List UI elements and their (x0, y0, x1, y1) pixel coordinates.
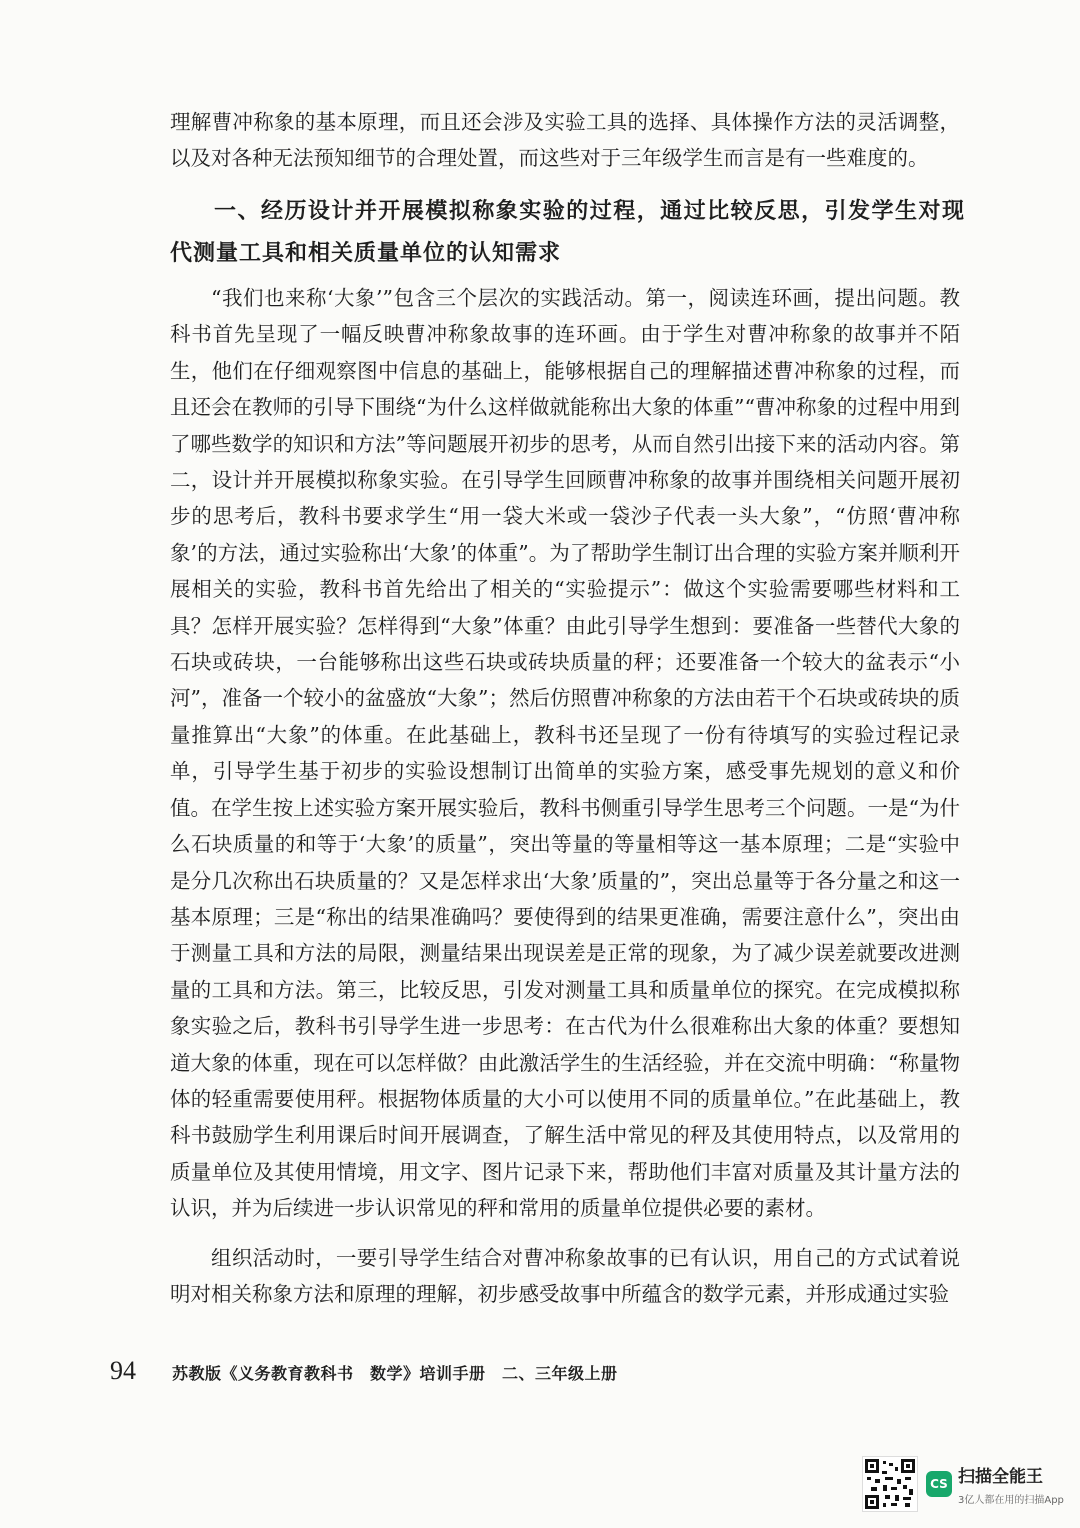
body-paragraph-2 (170, 1240, 960, 1313)
qr-code-icon (862, 1456, 918, 1512)
intro-text: 理解曹冲称象的基本原理，而且还会涉及实验工具的选择、具体操作方法的灵活调整，以及对各种无法预知细节的合理处置，而这些对于三年级学生而言是有一些难度的。 (170, 110, 960, 170)
intro-paragraph (170, 104, 960, 176)
page-number: 94 (110, 1356, 136, 1385)
body-paragraph-1 (170, 280, 960, 1227)
watermark-app-name: 扫描全能王 (958, 1467, 1043, 1487)
book-title: 苏教版《义务教育教科书 数学》培训手册 二、三年级上册 (172, 1364, 618, 1383)
cs-badge-icon: CS (926, 1471, 952, 1497)
watermark-tagline: 3亿人都在用的扫描App (958, 1495, 1064, 1506)
camscanner-logo (926, 1462, 1064, 1506)
section-heading-text: 一、经历设计并开展模拟称象实验的过程，通过比较反思，引发学生对现代测量工具和相关质量单位的认知需求 (170, 198, 965, 266)
paragraph-1-text: “我们也来称‘大象’”包含三个层次的实践活动。第一，阅读连环画，提出问题。教科书首先呈现了一幅反映曹冲称象故事的连环画。由于学生对曹冲称象的故事并不陌生，他们在仔细观察图中信息的基础上，能够根据自己的理解描述曹冲称象的过程，而且还会在教师的引导下围绕“为什么这样做就能称出大象的体重”“曹冲称象的过程中用到了哪些数学的知识和方法”等问题展开初步的思考，从而自然引出接下来的活动内容。第二，设计并开展模拟称象实验。在引导学生回顾曹冲称象的故事并围绕相关问题开展初步的思考后，教科书要求学生“用一袋大米或一袋沙子代表一头大象”，“仿照‘曹冲称象’的方法，通过实验称出‘大象’的体重”。为了帮助学生制订出合理的实验方案并顺利开展相关的实验，教科书首先给出了相关的“实验提示”：做这个实验需要哪些材料和工具？怎样开展实验？怎样得到“大象”体重？由此引导学生想到：要准备一些替代大象的石块或砖块，一台能够称出这些石块或砖块质量的秤；还要准备一个较大的盆表示“小河”，准备一个较小的盆盛放“大象”；然后仿照曹冲称象的方法由若干个石块或砖块的质量推算出“大象”的体重。在此基础上，教科书还呈现了一份有待填写的实验过程记录单，引导学生基于初步的实验设想制订出简单的实验方案，感受事先规划的意义和价值。在学生按上述实验方案开展实验后，教科书侧重引导学生思考三个问题。一是“为什么石块质量的和等于‘大象’的质量”，突出等量的等量相等这一基本原理；二是“实验中是分几次称出石块质量的？又是怎样求出‘大象’质量的”，突出总量等于各分量之和这一基本原理；三是“称出的结果准确吗？要使得到的结果更准确，需要注意什么”，突出由于测量工具和方法的局限，测量结果出现误差是正常的现象，为了减少误差就要改进测量的工具和方法。第三，比较反思，引发对测量工具和质量单位的探究。在完成模拟称象实验之后，教科书引导学生进一步思考：在古代为什么很难称出大象的体重？要想知道大象的体重，现在可以怎样做？由此激活学生的生活经验，并在交流中明确：“称量物体的轻重需要使用秤。根据物体质量的大小可以使用不同的质量单位。”在此基础上，教科书鼓励学生利用课后时间开展调查，了解生活中常见的秤及其使用特点，以及常用的质量单位及其使用情境，用文字、图片记录下来，帮助他们丰富对质量及其计量方法的认识，并为后续进一步认识常见的秤和常用的质量单位提供必要的素材。 (170, 286, 960, 1221)
page-footer (110, 1356, 618, 1396)
section-heading (170, 190, 965, 274)
paragraph-2-text: 组织活动时，一要引导学生结合对曹冲称象故事的已有认识，用自己的方式试着说明对相关称象方法和原理的理解，初步感受故事中所蕴含的数学元素，并形成通过实验 (170, 1246, 960, 1307)
scanner-watermark (862, 1456, 1064, 1512)
